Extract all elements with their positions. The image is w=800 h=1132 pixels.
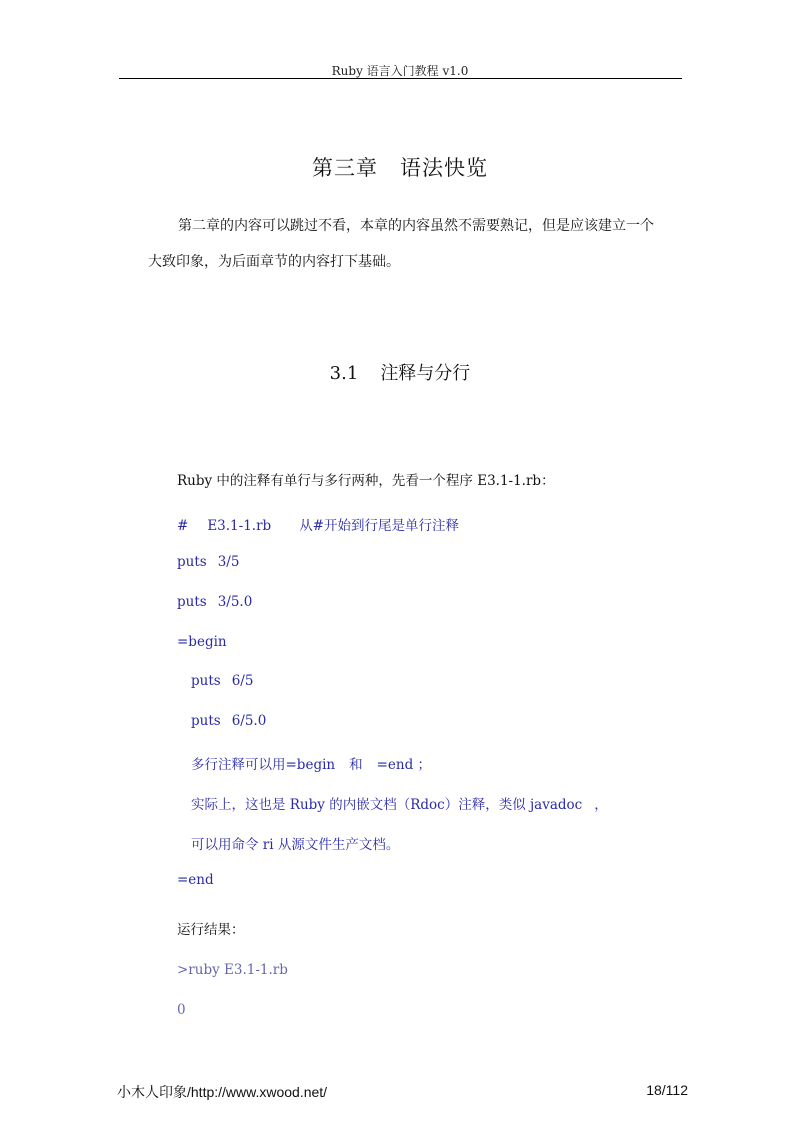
code-arg: 3/5.0 xyxy=(217,594,253,610)
note-text: 和 xyxy=(349,757,363,773)
chapter-number: 第三章 xyxy=(312,156,378,180)
note-text: ， xyxy=(594,797,608,813)
comment-hash: # xyxy=(177,518,189,534)
footer-site: 小木人印象/http://www.xwood.net/ xyxy=(117,1084,328,1100)
section-name: 注释与分行 xyxy=(380,363,471,384)
intro-line-2: 大致印象，为后面章节的内容打下基础。 xyxy=(148,254,400,270)
section-title xyxy=(0,359,800,385)
code-puts-line-2 xyxy=(177,594,252,610)
footer-page-number: 18/112 xyxy=(646,1082,688,1098)
comment-text: 从#开始到行尾是单行注释 xyxy=(299,518,459,534)
header-rule xyxy=(119,78,682,79)
code-keyword: puts xyxy=(177,554,207,570)
section-number: 3.1 xyxy=(329,363,359,384)
code-arg: 6/5.0 xyxy=(231,713,267,729)
result-label: 运行结果： xyxy=(177,922,245,938)
code-comment-line xyxy=(177,514,459,534)
chapter-name: 语法快览 xyxy=(400,156,488,180)
code-note-line-3: 可以用命令 ri 从源文件生产文档。 xyxy=(191,837,400,853)
code-keyword: puts xyxy=(191,713,221,729)
code-end-line: =end xyxy=(177,872,214,888)
code-begin-line: =begin xyxy=(177,634,227,650)
code-keyword: puts xyxy=(191,673,221,689)
code-arg: 6/5 xyxy=(231,673,254,689)
code-note-line-1 xyxy=(191,753,431,773)
chapter-title xyxy=(0,152,800,182)
lead-text: Ruby 中的注释有单行与多行两种，先看一个程序 E3.1-1.rb： xyxy=(177,473,555,489)
result-command: >ruby E3.1-1.rb xyxy=(177,962,288,978)
code-puts-line-1 xyxy=(177,554,239,570)
note-text: 多行注释可以用=begin xyxy=(191,757,336,773)
intro-paragraph xyxy=(148,208,658,280)
note-text: =end ； xyxy=(376,757,432,773)
code-arg: 3/5 xyxy=(217,554,240,570)
intro-line-1: 第二章的内容可以跳过不看，本章的内容虽然不需要熟记，但是应该建立一个 xyxy=(178,218,654,234)
note-text: 实际上，这也是 Ruby 的内嵌文档（Rdoc）注释，类似 javadoc xyxy=(191,797,583,813)
code-puts-line-3 xyxy=(191,673,253,689)
code-keyword: puts xyxy=(177,594,207,610)
running-header: Ruby 语言入门教程 v1.0 xyxy=(331,64,469,78)
code-note-line-2 xyxy=(191,793,608,813)
comment-file: E3.1-1.rb xyxy=(207,518,272,534)
result-output: 0 xyxy=(177,1002,186,1018)
code-puts-line-4 xyxy=(191,713,266,729)
